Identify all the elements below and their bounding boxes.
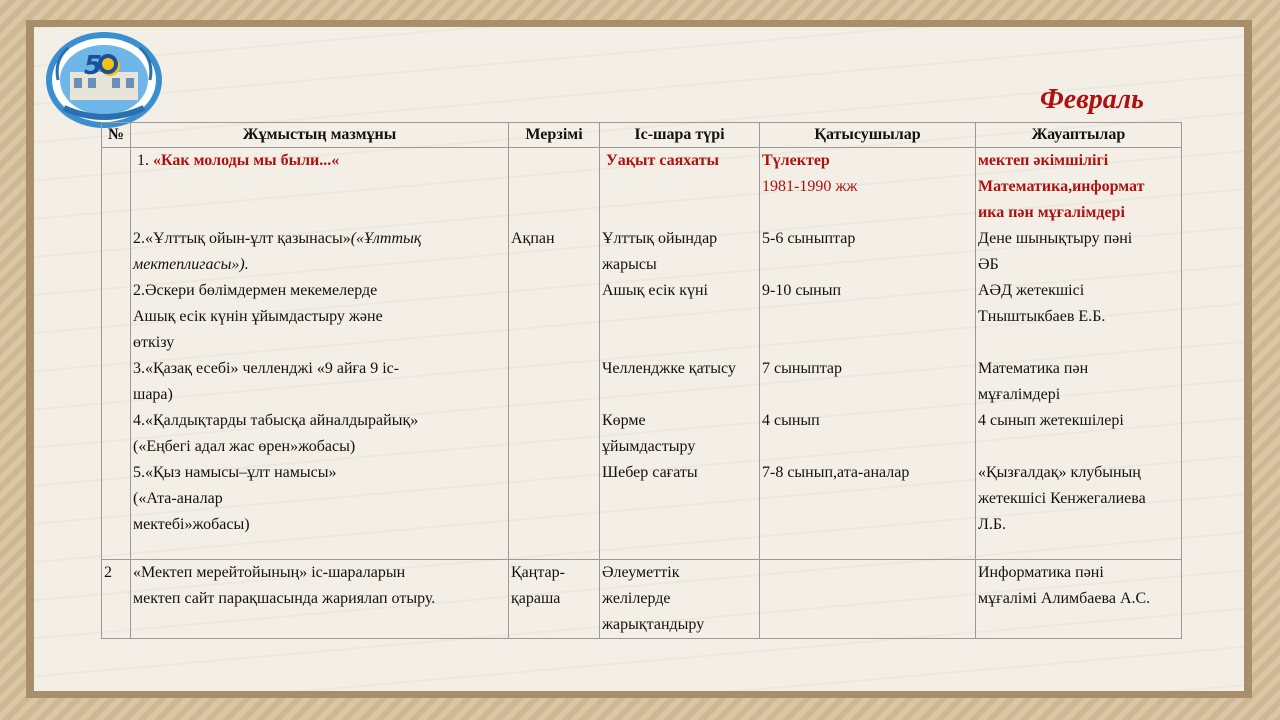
- type6-text: Шебер сағаты: [602, 464, 698, 481]
- plan-table: [101, 122, 1182, 639]
- resp5-text: 4 сынып жетекшілері: [978, 412, 1124, 429]
- part4-text: 7 сыныптар: [762, 360, 843, 377]
- part1-line1: Түлектер: [762, 152, 830, 169]
- table-row: [102, 560, 1182, 639]
- item1-num: 1.: [137, 152, 153, 169]
- row2-type-line3: жарықтандыру: [602, 616, 705, 633]
- resp6-line3: Л.Б.: [978, 516, 1007, 533]
- item3-line2: Ашық есік күнін ұйымдастыру және: [133, 308, 383, 325]
- type2-line2: жарысы: [602, 256, 657, 273]
- item5-line2: («Еңбегі адал жас өрен»жобасы): [133, 438, 356, 455]
- item2-text: 2.«Ұлттық ойын-ұлт қазынасы»(«Ұлттық мектеплигасы»).: [133, 230, 422, 273]
- row1-participants: [760, 148, 976, 560]
- header-type: Іс-шара түрі: [600, 123, 760, 148]
- part2-text: 5-6 сыныптар: [762, 230, 856, 247]
- item1-title: «Как молоды мы были...«: [153, 152, 340, 169]
- row1-responsible: [976, 148, 1182, 560]
- part3-text: 9-10 сынып: [762, 282, 842, 299]
- resp2-line1: Дене шынықтыру пәні: [978, 230, 1133, 247]
- row2-content-line2: мектеп сайт парақшасында жариялап отыру.: [133, 590, 436, 607]
- resp2-line2: ӘБ: [978, 256, 999, 273]
- part6-text: 7-8 сынып,ата-аналар: [762, 464, 910, 481]
- header-num: №: [102, 123, 131, 148]
- resp1-line3: ика пән мұғалімдері: [978, 204, 1125, 221]
- header-content: Жұмыстың мазмұны: [131, 123, 509, 148]
- row2-term-line1: Қаңтар-: [511, 564, 565, 581]
- header-term: Мерзімі: [509, 123, 600, 148]
- item6-line3: мектебі»жобасы): [133, 516, 250, 533]
- row2-type-line1: Әлеуметтік: [602, 564, 680, 581]
- row2-num: 2: [102, 560, 131, 639]
- school-emblem-icon: [44, 30, 164, 130]
- type1-text: Уақыт саяхаты: [606, 152, 719, 169]
- item3-line1: 2.Әскери бөлімдермен мекемелерде: [133, 282, 378, 299]
- row1-num: [102, 148, 131, 560]
- month-title: Февраль: [1040, 84, 1144, 115]
- header-responsible: Жауаптылар: [976, 123, 1182, 148]
- part5-text: 4 сынып: [762, 412, 820, 429]
- resp3-line1: АӘД жетекшісі: [978, 282, 1085, 299]
- row2-term-line2: қараша: [511, 590, 561, 607]
- row1-type: [600, 148, 760, 560]
- row1-content: [131, 148, 509, 560]
- svg-text:5: 5: [84, 51, 103, 81]
- resp6-line2: жетекшісі Кенжегалиева: [978, 490, 1146, 507]
- row2-resp-line2: мұғалімі Алимбаева А.С.: [978, 590, 1151, 607]
- type5-line1: Көрме: [602, 412, 646, 429]
- row2-type: [600, 560, 760, 639]
- row2-resp-line1: Информатика пәні: [978, 564, 1104, 581]
- table-header-row: [102, 123, 1182, 148]
- table-row: [102, 148, 1182, 560]
- item4-line1: 3.«Қазақ есебі» челленджі «9 айға 9 іс-: [133, 360, 400, 377]
- resp4-line2: мұғалімдері: [978, 386, 1061, 403]
- row1-term: [509, 148, 600, 560]
- row2-responsible: [976, 560, 1182, 639]
- type5-line2: ұйымдастыру: [602, 438, 696, 455]
- row2-type-line2: желілерде: [602, 590, 671, 607]
- item5-line1: 4.«Қалдықтарды табысқа айналдырайық»: [133, 412, 419, 429]
- type2-line1: Ұлттық ойындар: [602, 230, 718, 247]
- header-participants: Қатысушылар: [760, 123, 976, 148]
- resp1-line1: мектеп әкімшілігі: [978, 152, 1109, 169]
- item6-line2: («Ата-аналар: [133, 490, 223, 507]
- type3-text: Ашық есік күні: [602, 282, 708, 299]
- resp4-line1: Математика пән: [978, 360, 1089, 377]
- item3-line3: өткізу: [133, 334, 175, 351]
- term-text: Ақпан: [511, 230, 555, 247]
- resp1-line2: Математика,информат: [978, 178, 1145, 195]
- row2-participants: [760, 560, 976, 639]
- row2-content: [131, 560, 509, 639]
- part1-line2: 1981-1990 жж: [762, 178, 858, 195]
- resp3-line2: Тныштыкбаев Е.Б.: [978, 308, 1106, 325]
- item4-line2: шара): [133, 386, 173, 403]
- resp6-line1: «Қызғалдақ» клубының: [978, 464, 1141, 481]
- row2-content-line1: «Мектеп мерейтойының» іс-шараларын: [133, 564, 406, 581]
- type4-text: Челленджке қатысу: [602, 360, 736, 377]
- row2-term: [509, 560, 600, 639]
- item6-line1: 5.«Қыз намысы–ұлт намысы»: [133, 464, 337, 481]
